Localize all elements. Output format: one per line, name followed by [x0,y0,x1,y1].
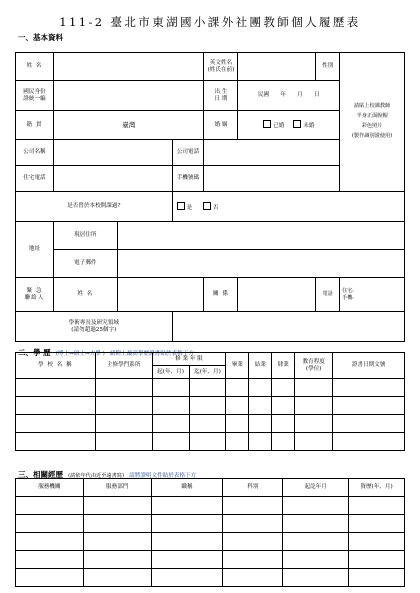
married-label: 已婚 [273,123,285,129]
education-cell[interactable] [333,397,405,415]
education-cell[interactable] [272,433,295,451]
dropped-header: 肄業 [272,353,295,379]
taught-here-label: 是否曾於本校開課過? [16,192,173,222]
education-cell[interactable] [333,379,405,397]
experience-cell[interactable] [349,515,405,533]
education-cell[interactable] [295,433,333,451]
education-cell[interactable] [189,433,226,451]
english-name-field[interactable] [238,53,316,81]
dept-header: 主修學門系所 [95,353,152,379]
email-field[interactable] [117,250,404,278]
married-checkbox[interactable] [263,120,271,128]
experience-cell[interactable] [223,497,283,515]
table-row [16,551,405,569]
experience-header-4: 起訖年月 [283,479,349,497]
experience-cell[interactable] [151,533,223,551]
completed-header: 結業 [249,353,272,379]
unmarried-label: 未婚 [303,123,315,129]
experience-cell[interactable] [283,533,349,551]
experience-cell[interactable] [283,551,349,569]
experience-cell[interactable] [151,497,223,515]
education-cell[interactable] [249,397,272,415]
education-cell[interactable] [295,379,333,397]
emergency-contact-label: 緊 急 聯絡人 [16,278,54,312]
education-table [15,352,405,451]
yes-checkbox[interactable] [177,202,185,210]
specialty-label: 學術專長及研究領域 (請勿超過25個字) [16,312,173,342]
mobile-label: 手機號碼 [172,166,204,192]
education-cell[interactable] [95,397,152,415]
education-cell[interactable] [16,415,96,433]
experience-cell[interactable] [349,551,405,569]
experience-cell[interactable] [83,569,151,587]
company-name-label: 公司名稱 [16,140,54,166]
table-row [16,533,405,551]
native-place-value[interactable]: 臺灣 [53,111,204,140]
education-cell[interactable] [226,415,249,433]
experience-header-5: 資歷(年、月) [349,479,405,497]
table-row [16,433,405,451]
no-label: 否 [212,204,219,211]
education-cell[interactable] [295,415,333,433]
education-cell[interactable] [95,379,152,397]
experience-cell[interactable] [283,515,349,533]
company-phone-field[interactable] [204,140,340,166]
experience-cell[interactable] [16,569,84,587]
education-attach-note: 請附上最高學歷證書貼於表格下方 [109,351,194,357]
education-cell[interactable] [226,433,249,451]
graduated-header: 畢業 [226,353,249,379]
experience-cell[interactable] [223,551,283,569]
education-cell[interactable] [95,415,152,433]
education-cell[interactable] [249,433,272,451]
education-cell[interactable] [272,379,295,397]
emergency-name-label: 姓 名 [53,278,117,312]
marriage-label: 婚 姻 [204,111,238,140]
cert-date-header: 證書日期文號 [333,353,405,379]
birth-label: 出 生 日 期 [204,81,238,111]
education-cell[interactable] [152,433,189,451]
email-label: 電子郵件 [53,250,117,278]
name-field[interactable] [53,53,204,81]
taught-here-options [172,192,404,222]
education-cell[interactable] [16,397,96,415]
experience-cell[interactable] [16,497,84,515]
no-checkbox[interactable] [203,202,211,210]
english-name-label: 英文姓名 (姓氏在前) [204,53,238,81]
education-cell[interactable] [152,397,189,415]
education-cell[interactable] [333,415,405,433]
experience-cell[interactable] [151,569,223,587]
experience-cell[interactable] [223,515,283,533]
education-cell[interactable] [152,415,189,433]
emergency-name-field[interactable] [117,278,204,312]
experience-cell[interactable] [16,551,84,569]
experience-header-0: 服務機關 [16,479,84,497]
yes-label: 是 [186,204,193,211]
from-header: 起(年、月) [152,366,189,379]
experience-order-note: (請依年代由近至遠書寫) [68,473,125,479]
relation-field[interactable] [238,278,316,312]
education-cell[interactable] [333,433,405,451]
home-phone-field[interactable] [53,166,172,192]
page-title: 111-2 臺北市東湖國小課外社團教師個人履歷表 [59,15,361,29]
degree-header: 教育程度 (學位) [295,353,333,379]
relation-label: 關 係 [204,278,238,312]
experience-cell[interactable] [83,533,151,551]
education-cell[interactable] [295,397,333,415]
experience-cell[interactable] [223,569,283,587]
experience-header-1: 服務部門 [83,479,151,497]
section2-heading: 二、學 歷 [18,348,51,357]
experience-cell[interactable] [349,497,405,515]
section1-heading: 一、基本資料 [18,33,63,42]
education-cell[interactable] [189,379,226,397]
school-header: 學 校 名 稱 [16,353,96,379]
id-field[interactable] [53,81,204,111]
phone-label: 電話 [316,278,340,312]
table-row [16,515,405,533]
experience-cell[interactable] [283,569,349,587]
table-row [16,497,405,515]
name-label: 姓 名 [16,53,54,81]
experience-cell[interactable] [16,515,84,533]
birth-field[interactable]: 民國 年 月 日 [238,81,340,111]
experience-cell[interactable] [349,569,405,587]
specialty-field[interactable] [172,312,404,342]
education-cell[interactable] [272,397,295,415]
table-row [16,397,405,415]
education-cell[interactable] [226,379,249,397]
education-cell[interactable] [152,379,189,397]
mobile-field[interactable] [204,166,340,192]
table-row [16,569,405,587]
education-order-note: (博士→碩士→大學 ) [55,351,105,357]
emergency-phone-field[interactable]: 住宅: 手機: [340,278,405,312]
education-cell[interactable] [272,415,295,433]
gender-label: 性別 [316,53,340,81]
education-cell[interactable] [249,415,272,433]
education-cell[interactable] [95,433,152,451]
experience-cell[interactable] [349,533,405,551]
education-cell[interactable] [189,415,226,433]
education-cell[interactable] [16,433,96,451]
native-place-label: 籍 貫 [16,111,54,140]
marriage-options [238,111,340,140]
experience-cell[interactable] [223,533,283,551]
residence-field[interactable] [117,222,404,250]
experience-cell[interactable] [151,515,223,533]
experience-cell[interactable] [283,497,349,515]
education-cell[interactable] [249,379,272,397]
experience-header-3: 科別 [223,479,283,497]
education-cell[interactable] [16,379,96,397]
experience-header-2: 職稱 [151,479,223,497]
to-header: 迄(年、月) [189,366,226,379]
residence-label: 現居住所 [53,222,117,250]
experience-cell[interactable] [83,515,151,533]
experience-cell[interactable] [83,551,151,569]
experience-table [15,478,405,587]
experience-cell[interactable] [151,551,223,569]
experience-cell[interactable] [83,497,151,515]
experience-attach-note: 請將證明文件貼於表格下方 [129,473,197,479]
company-name-field[interactable] [53,140,172,166]
unmarried-checkbox[interactable] [293,120,301,128]
section3-heading: 三、相關經歷 [18,470,63,479]
table-row [16,379,405,397]
basic-info-table [15,52,405,342]
education-cell[interactable] [189,397,226,415]
address-label: 地址 [16,222,54,278]
experience-cell[interactable] [16,533,84,551]
table-row [16,415,405,433]
photo-box[interactable]: 請貼上校課教師 半身正面脫帽 彩色照片 (製作識別證使用) [340,53,405,192]
id-label: 國民身份 證統一編 [16,81,54,111]
experience-header-row [16,479,405,497]
company-phone-label: 公司電話 [172,140,204,166]
education-cell[interactable] [226,397,249,415]
home-phone-label: 住宅電話 [16,166,54,192]
period-header: 修 業 年 限 [152,353,226,366]
